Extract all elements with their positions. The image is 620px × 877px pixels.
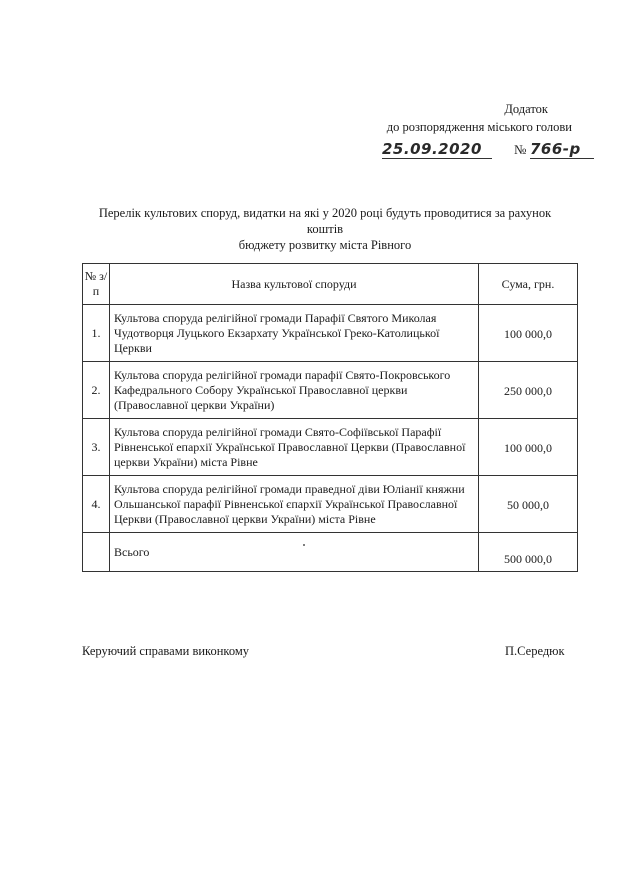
decree-date: 25.09.2020 (382, 140, 492, 159)
table-total-row (83, 533, 578, 572)
total-num-cell (83, 533, 110, 572)
document-title (80, 205, 570, 253)
header-sum: Сума, грн. (479, 264, 578, 305)
row-num: 4. (83, 476, 110, 533)
row-name: Культова споруда релігійної громади парафії Свято-Покровського Кафедрального Собору Української Православної церкви (Православної церкви України) (110, 362, 479, 419)
header-num: № з/п (83, 264, 110, 305)
appendix-header (360, 100, 590, 136)
signatory-position: Керуючий справами виконкому (82, 644, 250, 658)
table-header-row (83, 264, 578, 305)
decree-number: 766-р (530, 140, 594, 159)
scan-speck (303, 544, 305, 546)
appendix-label: Додаток (504, 102, 548, 116)
decree-reference (382, 138, 602, 162)
table-row (83, 362, 578, 419)
table-row (83, 419, 578, 476)
row-sum: 50 000,0 (479, 476, 578, 533)
row-name: Культова споруда релігійної громади Свято-Софіївської Парафії Рівненської епархії Української Православної Церкви (Православної церкви України) міста Рівне (110, 419, 479, 476)
total-sum: 500 000,0 (479, 533, 578, 572)
table-row (83, 305, 578, 362)
buildings-table (82, 263, 578, 572)
number-sign: № (514, 142, 527, 157)
row-name: Культова споруда релігійної громади праведної діви Юліанії княжни Ольшанської парафії Рівненської єпархії Української Православної Церкви (Православної церкви України) міста Рівне (110, 476, 479, 533)
row-num: 2. (83, 362, 110, 419)
row-sum: 250 000,0 (479, 362, 578, 419)
row-sum: 100 000,0 (479, 419, 578, 476)
total-label: Всього (110, 533, 479, 572)
title-line-2: бюджету розвитку міста Рівного (238, 238, 412, 252)
appendix-subtitle: до розпорядження міського голови (386, 120, 572, 134)
header-name: Назва культової споруди (110, 264, 479, 305)
row-sum: 100 000,0 (479, 305, 578, 362)
row-num: 1. (83, 305, 110, 362)
title-line-1: Перелік культових споруд, видатки на які у 2020 році будуть проводитися за рахунок коштів (98, 206, 552, 236)
row-name: Культова споруда релігійної громади Парафії Святого Миколая Чудотворця Луцького Екзархату Української Греко-Католицької Церкви (110, 305, 479, 362)
row-num: 3. (83, 419, 110, 476)
signatory-name: П.Середюк (505, 644, 565, 658)
table-row (83, 476, 578, 533)
